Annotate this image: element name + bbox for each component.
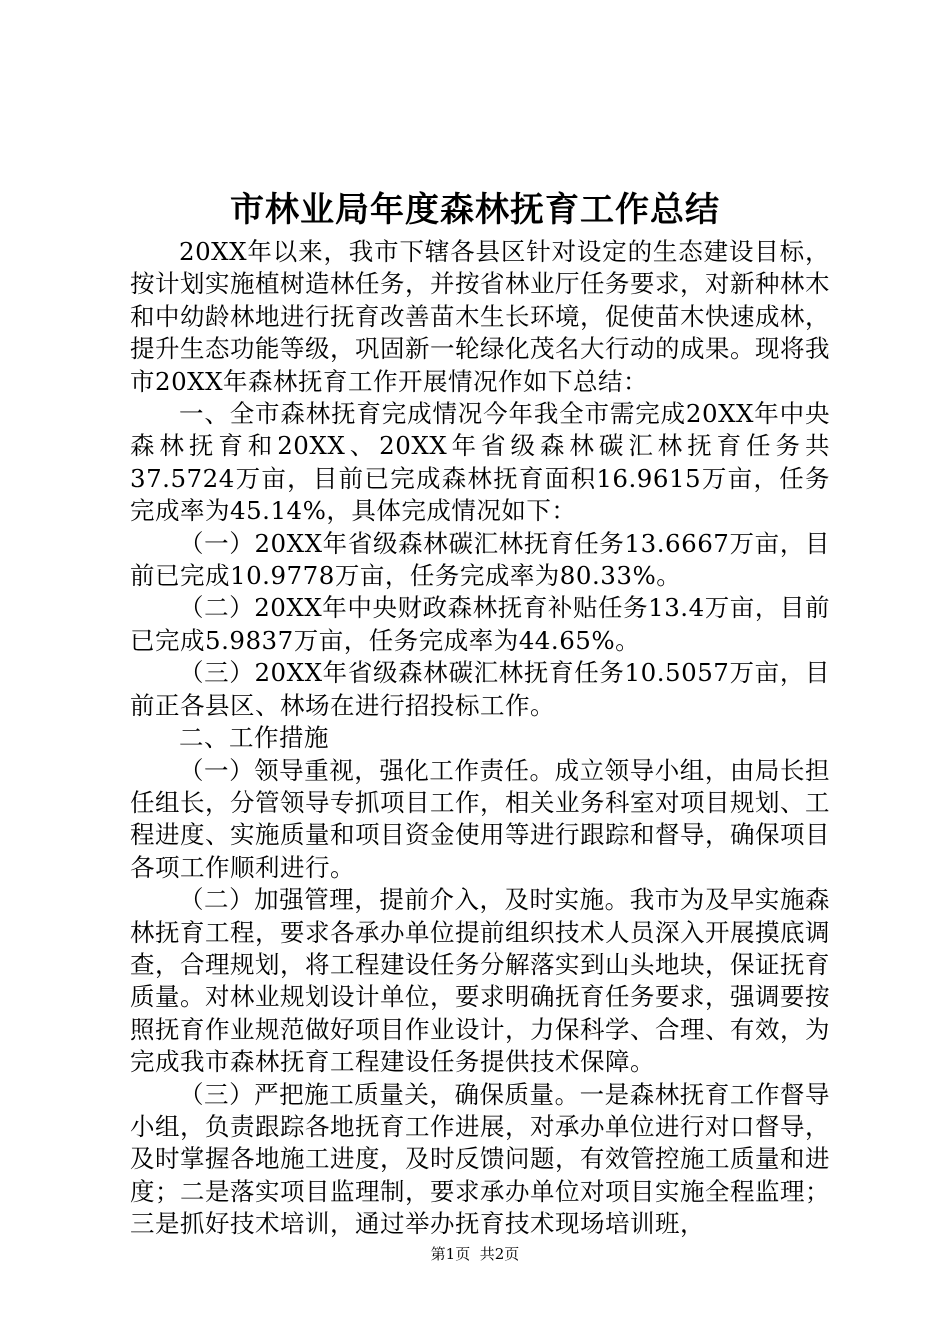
paragraph-item-2-1: （一）领导重视，强化工作责任。成立领导小组，由局长担任组长，分管领导专抓项目工作，相关业务科室对项目规划、工程进度、实施质量和项目资金使用等进行跟踪和督导，确保项目各项工作顺利进行。: [130, 755, 830, 882]
paragraph-item-2-2: （二）加强管理，提前介入，及时实施。我市为及早实施森林抚育工程，要求各承办单位提前组织技术人员深入开展摸底调查，合理规划，将工程建设任务分解落实到山头地块，保证抚育质量。对林业规划设计单位，要求明确抚育任务要求，强调要按照抚育作业规范做好项目作业设计，力保科学、合理、有效，为完成我市森林抚育工程建设任务提供技术保障。: [130, 885, 830, 1077]
paragraph-item-1-1: （一）20XX年省级森林碳汇林抚育任务13.6667万亩，目前已完成10.9778万亩，任务完成率为80.33%。: [130, 528, 830, 591]
footer-spacer: [470, 1245, 480, 1263]
document-title: 市林业局年度森林抚育工作总结: [230, 190, 720, 230]
page-footer: [0, 1244, 950, 1264]
paragraph-section-1: 一、全市森林抚育完成情况今年我全市需完成20XX年中央森林抚育和20XX、20XX年省级森林碳汇林抚育任务共37.5724万亩，目前已完成森林抚育面积16.9615万亩，任务完成率为45.14%，具体完成情况如下：: [130, 399, 830, 526]
paragraph-item-1-3: （三）20XX年省级森林碳汇林抚育任务10.5057万亩，目前正各县区、林场在进行招投标工作。: [130, 658, 830, 720]
paragraph-item-2-3: （三）严把施工质量关，确保质量。一是森林抚育工作督导小组，负责跟踪各地抚育工作进展，对承办单位进行对口督导，及时掌握各地施工进度，及时反馈问题，有效管控施工质量和进度；二是落实项目监理制，要求承办单位对项目实施全程监理；三是抓好技术培训，通过举办抚育技术现场培训班，: [130, 1079, 830, 1239]
page-total: 共2页: [479, 1245, 520, 1263]
page-number: 第1页: [430, 1245, 471, 1263]
paragraph-intro: 20XX年以来，我市下辖各县区针对设定的生态建设目标，按计划实施植树造林任务，并按省林业厅任务要求，对新种林木和中幼龄林地进行抚育改善苗木生长环境，促使苗木快速成林，提升生态功能等级，巩固新一轮绿化茂名大行动的成果。现将我市20XX年森林抚育工作开展情况作如下总结：: [130, 237, 830, 396]
paragraph-item-1-2: （二）20XX年中央财政森林抚育补贴任务13.4万亩，目前已完成5.9837万亩，任务完成率为44.65%。: [130, 593, 830, 655]
document-body: [130, 236, 830, 1241]
section-heading-2: 二、工作措施: [179, 723, 329, 753]
